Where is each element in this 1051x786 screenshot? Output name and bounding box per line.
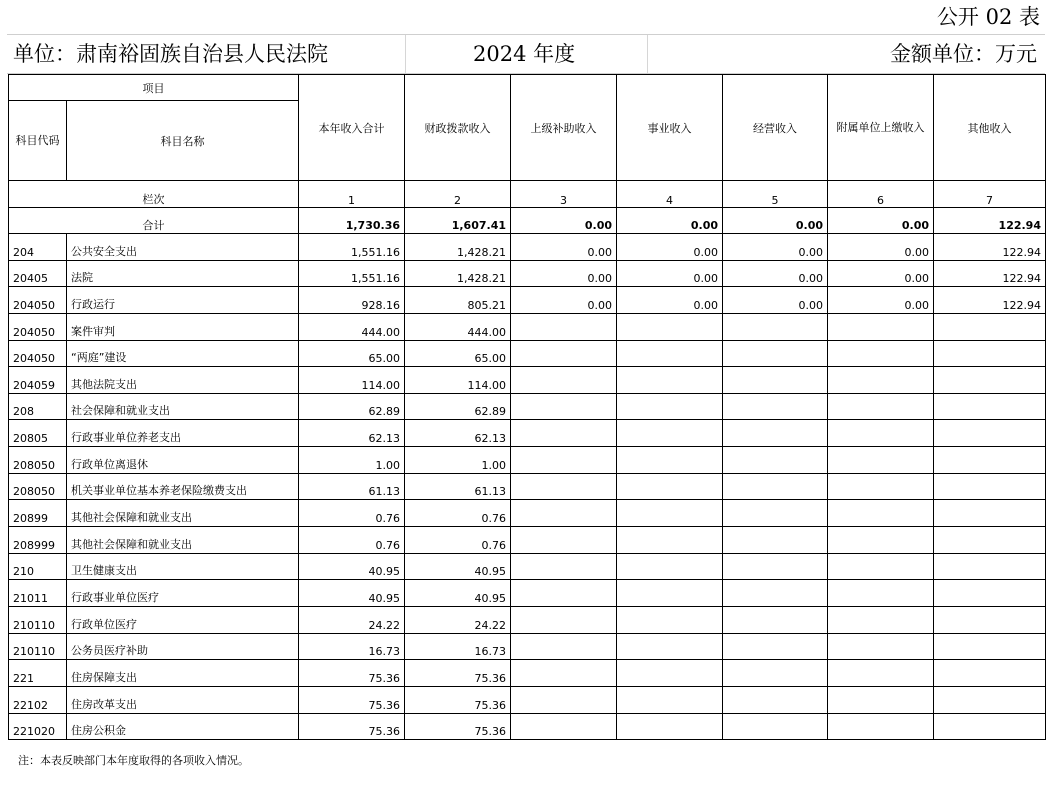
total-value: 1,607.41 <box>405 208 511 234</box>
amount-cell <box>723 393 828 420</box>
amount-cell <box>934 420 1046 447</box>
amount-cell: 114.00 <box>405 367 511 394</box>
col-affiliated-header: 附属单位上缴收入 <box>828 75 934 181</box>
money-unit: 金额单位：万元 <box>890 42 1037 66</box>
table-row <box>9 367 1046 394</box>
amount-cell <box>723 553 828 580</box>
amount-cell: 0.00 <box>723 234 828 261</box>
subject-name: 案件审判 <box>67 313 299 340</box>
amount-cell: 1,551.16 <box>299 260 405 287</box>
table-row <box>9 660 1046 687</box>
amount-cell <box>828 313 934 340</box>
subject-name: 其他社会保障和就业支出 <box>67 527 299 554</box>
index-num: 6 <box>828 181 934 208</box>
col-total-header: 本年收入合计 <box>299 75 405 181</box>
subject-code: 208050 <box>9 447 67 474</box>
col-operating-header: 经营收入 <box>723 75 828 181</box>
amount-cell <box>934 447 1046 474</box>
subject-code: 221 <box>9 660 67 687</box>
amount-cell: 62.13 <box>299 420 405 447</box>
table-row <box>9 713 1046 740</box>
index-num: 4 <box>617 181 723 208</box>
amount-cell <box>934 367 1046 394</box>
subject-code: 21011 <box>9 580 67 607</box>
amount-cell: 928.16 <box>299 287 405 314</box>
amount-cell <box>617 606 723 633</box>
amount-cell <box>511 553 617 580</box>
subject-name: 公共安全支出 <box>67 234 299 261</box>
amount-cell: 114.00 <box>299 367 405 394</box>
amount-cell <box>828 500 934 527</box>
name-header: 科目名称 <box>67 101 299 181</box>
header-divider <box>647 35 648 73</box>
amount-cell <box>934 473 1046 500</box>
index-num: 7 <box>934 181 1046 208</box>
amount-cell <box>723 713 828 740</box>
total-value: 0.00 <box>617 208 723 234</box>
amount-cell: 444.00 <box>299 313 405 340</box>
amount-cell <box>723 527 828 554</box>
table-row <box>9 527 1046 554</box>
subject-name: 住房公积金 <box>67 713 299 740</box>
amount-cell: 61.13 <box>405 473 511 500</box>
header-divider <box>405 35 406 73</box>
amount-cell: 16.73 <box>299 633 405 660</box>
report-year: 2024 年度 <box>473 42 576 66</box>
amount-cell: 122.94 <box>934 234 1046 261</box>
subject-code: 208050 <box>9 473 67 500</box>
table-row <box>9 633 1046 660</box>
item-header: 项目 <box>9 75 299 101</box>
index-num: 1 <box>299 181 405 208</box>
amount-cell: 1.00 <box>405 447 511 474</box>
amount-cell: 1,428.21 <box>405 260 511 287</box>
amount-cell <box>723 420 828 447</box>
table-row <box>9 234 1046 261</box>
amount-cell <box>723 660 828 687</box>
amount-cell <box>723 473 828 500</box>
amount-cell <box>617 367 723 394</box>
amount-cell <box>828 633 934 660</box>
table-row <box>9 580 1046 607</box>
amount-cell <box>828 606 934 633</box>
amount-cell: 62.89 <box>405 393 511 420</box>
amount-cell <box>617 633 723 660</box>
table-row <box>9 287 1046 314</box>
table-note: 注：本表反映部门本年度取得的各项收入情况。 <box>18 754 249 767</box>
subject-name: 住房改革支出 <box>67 686 299 713</box>
amount-cell: 0.00 <box>617 260 723 287</box>
amount-cell <box>617 393 723 420</box>
amount-cell <box>828 580 934 607</box>
subject-code: 204050 <box>9 340 67 367</box>
amount-cell <box>617 473 723 500</box>
amount-cell: 0.00 <box>828 260 934 287</box>
col-superior-header: 上级补助收入 <box>511 75 617 181</box>
unit-name: 单位：肃南裕固族自治县人民法院 <box>13 42 328 66</box>
table-row <box>9 340 1046 367</box>
subject-code: 208999 <box>9 527 67 554</box>
table-row <box>9 606 1046 633</box>
amount-cell: 40.95 <box>299 553 405 580</box>
amount-cell: 0.00 <box>511 260 617 287</box>
income-table <box>8 74 1046 740</box>
subject-name: 法院 <box>67 260 299 287</box>
subject-code: 20805 <box>9 420 67 447</box>
amount-cell <box>617 420 723 447</box>
amount-cell <box>511 660 617 687</box>
amount-cell: 1.00 <box>299 447 405 474</box>
table-row <box>9 313 1046 340</box>
amount-cell: 16.73 <box>405 633 511 660</box>
amount-cell: 0.00 <box>828 234 934 261</box>
amount-cell <box>723 580 828 607</box>
amount-cell: 75.36 <box>405 713 511 740</box>
total-value: 0.00 <box>511 208 617 234</box>
total-value: 0.00 <box>828 208 934 234</box>
amount-cell <box>828 473 934 500</box>
amount-cell <box>617 447 723 474</box>
amount-cell <box>723 606 828 633</box>
subject-name: 行政运行 <box>67 287 299 314</box>
amount-cell <box>511 633 617 660</box>
col-business-header: 事业收入 <box>617 75 723 181</box>
table-row <box>9 473 1046 500</box>
index-row <box>9 181 1046 208</box>
amount-cell <box>511 367 617 394</box>
amount-cell: 75.36 <box>299 713 405 740</box>
subject-name: 其他法院支出 <box>67 367 299 394</box>
subject-name: 公务员医疗补助 <box>67 633 299 660</box>
subject-code: 204059 <box>9 367 67 394</box>
subject-name: 其他社会保障和就业支出 <box>67 500 299 527</box>
subject-code: 204050 <box>9 287 67 314</box>
subject-code: 210110 <box>9 606 67 633</box>
total-row <box>9 208 1046 234</box>
amount-cell <box>617 580 723 607</box>
amount-cell: 40.95 <box>405 553 511 580</box>
index-label: 栏次 <box>9 181 299 208</box>
amount-cell: 1,428.21 <box>405 234 511 261</box>
amount-cell <box>828 527 934 554</box>
amount-cell: 24.22 <box>405 606 511 633</box>
amount-cell <box>828 660 934 687</box>
amount-cell: 65.00 <box>299 340 405 367</box>
form-number: 公开 02 表 <box>936 5 1040 29</box>
amount-cell: 0.76 <box>405 527 511 554</box>
amount-cell <box>511 686 617 713</box>
amount-cell <box>617 553 723 580</box>
amount-cell <box>934 606 1046 633</box>
subject-code: 210 <box>9 553 67 580</box>
total-value: 122.94 <box>934 208 1046 234</box>
amount-cell: 805.21 <box>405 287 511 314</box>
amount-cell <box>617 527 723 554</box>
subject-code: 221020 <box>9 713 67 740</box>
subject-code: 22102 <box>9 686 67 713</box>
subject-name: 机关事业单位基本养老保险缴费支出 <box>67 473 299 500</box>
amount-cell: 75.36 <box>299 660 405 687</box>
amount-cell <box>723 500 828 527</box>
amount-cell <box>934 633 1046 660</box>
amount-cell <box>934 313 1046 340</box>
amount-cell <box>511 393 617 420</box>
amount-cell <box>511 340 617 367</box>
amount-cell <box>934 553 1046 580</box>
amount-cell <box>723 633 828 660</box>
subject-code: 204050 <box>9 313 67 340</box>
amount-cell <box>828 686 934 713</box>
index-num: 3 <box>511 181 617 208</box>
amount-cell <box>511 580 617 607</box>
amount-cell <box>617 686 723 713</box>
subject-name: 行政事业单位养老支出 <box>67 420 299 447</box>
amount-cell <box>723 313 828 340</box>
amount-cell <box>723 367 828 394</box>
amount-cell: 24.22 <box>299 606 405 633</box>
amount-cell <box>934 393 1046 420</box>
amount-cell <box>934 713 1046 740</box>
subject-name: “两庭”建设 <box>67 340 299 367</box>
amount-cell: 61.13 <box>299 473 405 500</box>
amount-cell: 0.76 <box>299 500 405 527</box>
amount-cell <box>511 500 617 527</box>
subject-code: 20405 <box>9 260 67 287</box>
subject-name: 行政单位医疗 <box>67 606 299 633</box>
col-fiscal-header: 财政拨款收入 <box>405 75 511 181</box>
amount-cell: 62.13 <box>405 420 511 447</box>
amount-cell <box>828 713 934 740</box>
subject-name: 行政事业单位医疗 <box>67 580 299 607</box>
amount-cell <box>723 447 828 474</box>
amount-cell: 0.00 <box>617 287 723 314</box>
amount-cell <box>934 340 1046 367</box>
amount-cell <box>934 580 1046 607</box>
amount-cell <box>511 473 617 500</box>
report-header <box>7 34 1045 74</box>
amount-cell <box>511 313 617 340</box>
amount-cell <box>511 420 617 447</box>
subject-code: 204 <box>9 234 67 261</box>
col-other-header: 其他收入 <box>934 75 1046 181</box>
amount-cell <box>828 420 934 447</box>
amount-cell <box>934 500 1046 527</box>
amount-cell: 1,551.16 <box>299 234 405 261</box>
amount-cell <box>828 367 934 394</box>
amount-cell: 0.00 <box>511 234 617 261</box>
subject-code: 20899 <box>9 500 67 527</box>
amount-cell: 75.36 <box>405 686 511 713</box>
amount-cell <box>723 340 828 367</box>
table-row <box>9 447 1046 474</box>
table-row <box>9 393 1046 420</box>
amount-cell <box>828 447 934 474</box>
amount-cell <box>723 686 828 713</box>
subject-name: 行政单位离退休 <box>67 447 299 474</box>
amount-cell: 0.00 <box>723 260 828 287</box>
amount-cell: 0.76 <box>405 500 511 527</box>
amount-cell: 122.94 <box>934 260 1046 287</box>
total-label: 合计 <box>9 208 299 234</box>
index-num: 5 <box>723 181 828 208</box>
amount-cell: 122.94 <box>934 287 1046 314</box>
amount-cell <box>617 313 723 340</box>
amount-cell: 62.89 <box>299 393 405 420</box>
amount-cell: 40.95 <box>405 580 511 607</box>
subject-name: 社会保障和就业支出 <box>67 393 299 420</box>
amount-cell <box>511 447 617 474</box>
amount-cell: 75.36 <box>405 660 511 687</box>
subject-code: 208 <box>9 393 67 420</box>
amount-cell <box>511 527 617 554</box>
amount-cell: 0.00 <box>617 234 723 261</box>
amount-cell <box>934 686 1046 713</box>
amount-cell <box>511 606 617 633</box>
amount-cell: 65.00 <box>405 340 511 367</box>
amount-cell <box>511 713 617 740</box>
amount-cell <box>828 340 934 367</box>
amount-cell: 0.00 <box>828 287 934 314</box>
amount-cell <box>617 660 723 687</box>
amount-cell: 75.36 <box>299 686 405 713</box>
subject-name: 住房保障支出 <box>67 660 299 687</box>
table-row <box>9 420 1046 447</box>
amount-cell <box>828 393 934 420</box>
amount-cell <box>934 660 1046 687</box>
amount-cell <box>617 340 723 367</box>
subject-code: 210110 <box>9 633 67 660</box>
amount-cell: 0.00 <box>723 287 828 314</box>
amount-cell: 40.95 <box>299 580 405 607</box>
amount-cell <box>617 500 723 527</box>
total-value: 0.00 <box>723 208 828 234</box>
code-header: 科目代码 <box>9 101 67 181</box>
subject-name: 卫生健康支出 <box>67 553 299 580</box>
table-row <box>9 260 1046 287</box>
amount-cell: 0.76 <box>299 527 405 554</box>
table-row <box>9 553 1046 580</box>
amount-cell <box>934 527 1046 554</box>
amount-cell <box>617 713 723 740</box>
index-num: 2 <box>405 181 511 208</box>
amount-cell: 0.00 <box>511 287 617 314</box>
amount-cell <box>828 553 934 580</box>
table-row <box>9 686 1046 713</box>
amount-cell: 444.00 <box>405 313 511 340</box>
total-value: 1,730.36 <box>299 208 405 234</box>
table-row <box>9 500 1046 527</box>
